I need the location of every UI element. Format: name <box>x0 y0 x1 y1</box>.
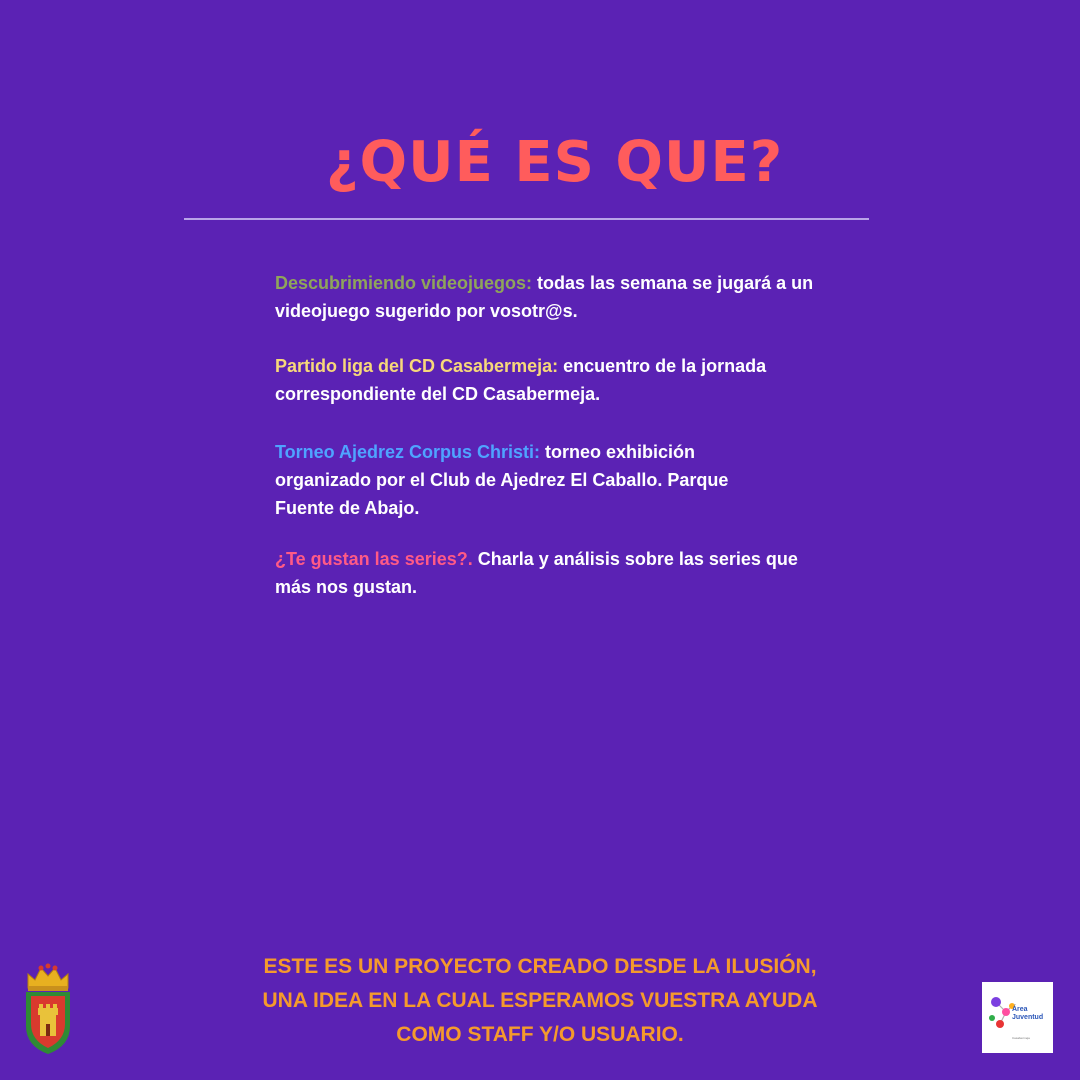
activity-partido-liga <box>275 352 820 408</box>
footer-message <box>210 950 870 1052</box>
activity-torneo-ajedrez-description: torneo exhibición organizado por el Club de Ajedrez El Caballo. Parque Fuente de Abajo. <box>275 442 729 518</box>
logo-subtitle: Casabermeja <box>1012 1036 1030 1040</box>
area-juventud-logo <box>982 982 1053 1053</box>
title-divider <box>184 218 869 220</box>
footer-line-1: ESTE ES UN PROYECTO CREADO DESDE LA ILUSIÓN, <box>263 955 817 978</box>
activity-videojuegos-title: Descubrimiendo videojuegos: <box>275 273 533 293</box>
activity-videojuegos-description: todas las semana se jugará a un videojuego sugerido por vosotr@s. <box>275 273 814 321</box>
activity-partido-liga-title: Partido liga del CD Casabermeja: <box>275 356 559 376</box>
activity-partido-liga-description: encuentro de la jornada correspondiente del CD Casabermeja. <box>275 356 767 404</box>
logo-line-1: Área <box>1012 1006 1028 1013</box>
page-title: ¿QUÉ ES QUE? <box>326 130 784 195</box>
activity-series-title: ¿Te gustan las series?. <box>275 549 473 569</box>
activity-videojuegos <box>275 269 820 325</box>
activity-series-description: Charla y análisis sobre las series que más nos gustan. <box>275 549 798 597</box>
activity-torneo-ajedrez <box>275 438 775 522</box>
footer-line-3: COMO STAFF Y/O USUARIO. <box>396 1023 684 1046</box>
logo-line-2: Juventud <box>1012 1014 1044 1021</box>
area-juventud-wordmark <box>1012 1006 1043 1022</box>
activity-torneo-ajedrez-title: Torneo Ajedrez Corpus Christi: <box>275 442 541 462</box>
activity-series <box>275 545 820 601</box>
municipal-coat-of-arms-icon <box>22 962 74 1056</box>
footer-line-2: UNA IDEA EN LA CUAL ESPERAMOS VUESTRA AYUDA <box>262 989 818 1012</box>
